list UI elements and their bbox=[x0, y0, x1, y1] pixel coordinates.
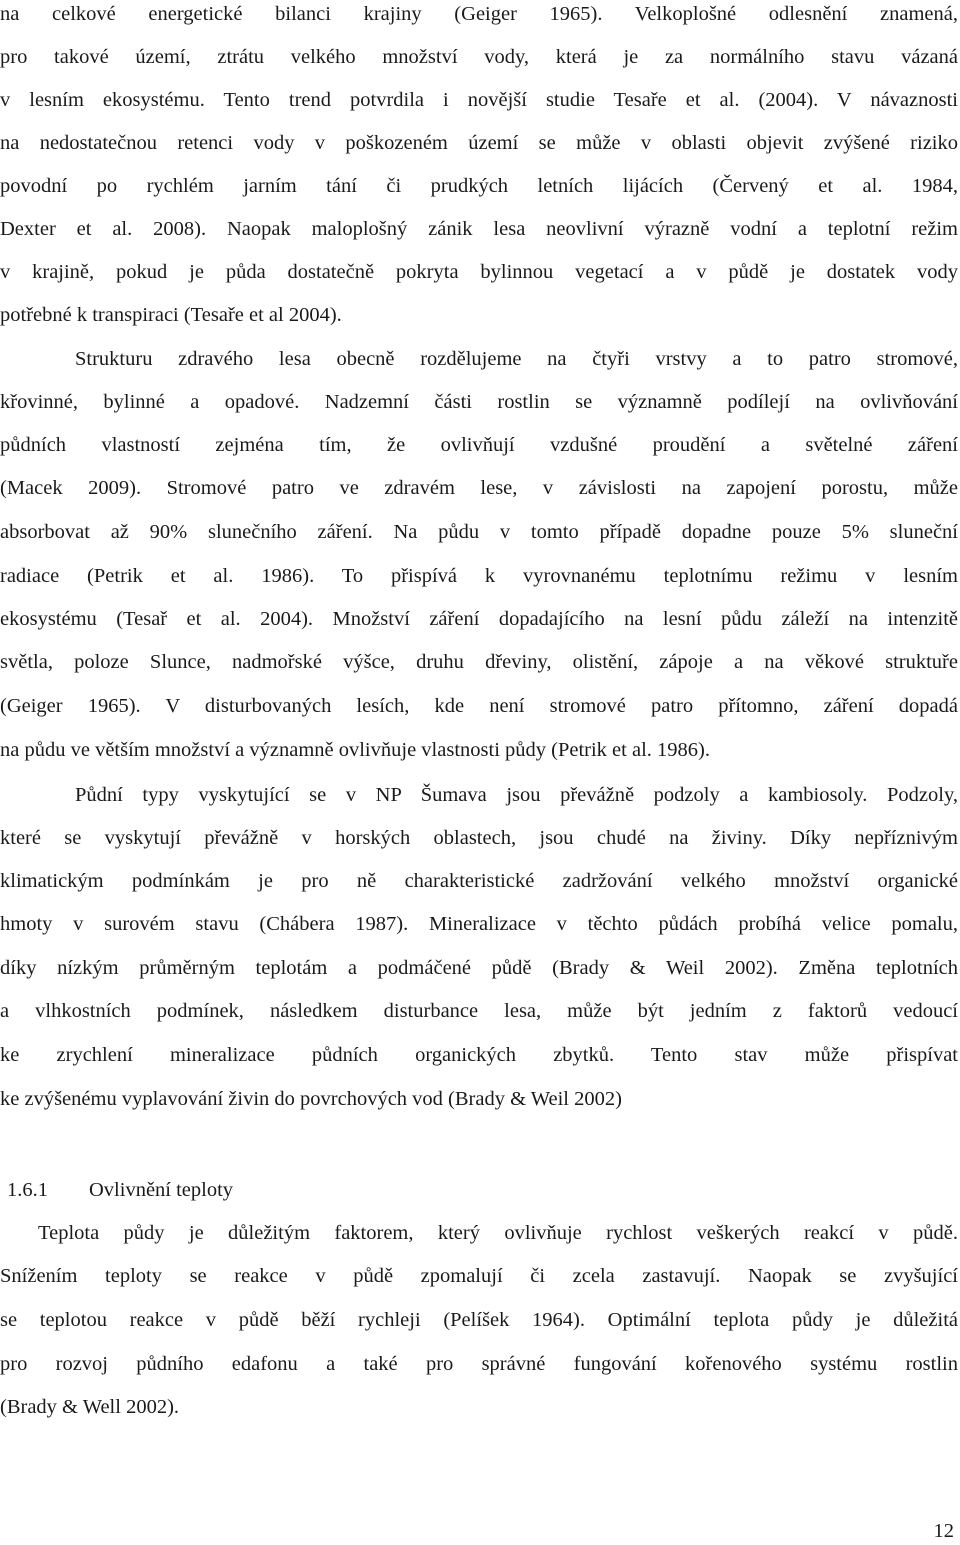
text-line: Strukturu zdravého lesa obecně rozdělujeme na čtyři vrstvy a to patro stromové, bbox=[75, 348, 958, 370]
text-line: které se vyskytují převážně v horských oblastech, jsou chudé na živiny. Díky nepříznivým bbox=[0, 827, 958, 849]
text-line: (Geiger 1965). V disturbovaných lesích, kde není stromové patro přítomno, záření dopadá bbox=[0, 695, 958, 717]
text-line: pro rozvoj půdního edafonu a také pro správné fungování kořenového systému rostlin bbox=[0, 1353, 958, 1375]
text-line: Půdní typy vyskytující se v NP Šumava jsou převážně podzoly a kambiosoly. Podzoly, bbox=[75, 784, 958, 806]
text-line: ke zrychlení mineralizace půdních organických zbytků. Tento stav může přispívat bbox=[0, 1044, 958, 1066]
text-line: klimatickým podmínkám je pro ně charakteristické zadržování velkého množství organické bbox=[0, 870, 958, 892]
text-line: Dexter et al. 2008). Naopak maloplošný zánik lesa neovlivní výrazně vodní a teplotní režim bbox=[0, 218, 958, 240]
page-number: 12 bbox=[933, 1520, 954, 1542]
text-line: povodní po rychlém jarním tání či prudkých letních lijácích (Červený et al. 1984, bbox=[0, 175, 958, 197]
text-line: ke zvýšenému vyplavování živin do povrchových vod (Brady & Weil 2002) bbox=[0, 1088, 622, 1110]
text-line: Teplota půdy je důležitým faktorem, který ovlivňuje rychlost veškerých reakcí v půdě. bbox=[38, 1222, 958, 1244]
text-line: radiace (Petrik et al. 1986). To přispívá k vyrovnanému teplotnímu režimu v lesním bbox=[0, 565, 958, 587]
text-line: a vlhkostních podmínek, následkem disturbance lesa, může být jedním z faktorů vedoucí bbox=[0, 1000, 958, 1022]
section-number: 1.6.1 bbox=[7, 1179, 48, 1201]
text-line: (Macek 2009). Stromové patro ve zdravém lese, v závislosti na zapojení porostu, může bbox=[0, 477, 958, 499]
text-line: Snížením teploty se reakce v půdě zpomalují či zcela zastavují. Naopak se zvyšující bbox=[0, 1265, 958, 1287]
text-line: absorbovat až 90% slunečního záření. Na půdu v tomto případě dopadne pouze 5% sluneční bbox=[0, 521, 958, 543]
text-line: hmoty v surovém stavu (Chábera 1987). Mineralizace v těchto půdách probíhá velice pomalu, bbox=[0, 913, 958, 935]
text-line: světla, poloze Slunce, nadmořské výšce, druhu dřeviny, olistění, zápoje a na věkové struktuře bbox=[0, 651, 958, 673]
text-line: v krajině, pokud je půda dostatečně pokryta bylinnou vegetací a v půdě je dostatek vody bbox=[0, 261, 958, 283]
text-line: na půdu ve větším množství a významně ovlivňuje vlastnosti půdy (Petrik et al. 1986). bbox=[0, 739, 710, 761]
text-line: ekosystému (Tesař et al. 2004). Množství záření dopadajícího na lesní půdu záleží na intenzitě bbox=[0, 608, 958, 630]
section-title: Ovlivnění teploty bbox=[89, 1179, 234, 1201]
text-line: (Brady & Well 2002). bbox=[0, 1396, 180, 1418]
text-line: půdních vlastností zejména tím, že ovlivňují vzdušné proudění a světelné záření bbox=[0, 434, 958, 456]
text-line: v lesním ekosystému. Tento trend potvrdila i novější studie Tesaře et al. (2004). V návaznosti bbox=[0, 89, 958, 111]
text-line: díky nízkým průměrným teplotám a podmáčené půdě (Brady & Weil 2002). Změna teplotních bbox=[0, 957, 958, 979]
section-heading bbox=[7, 1176, 233, 1204]
text-line: se teplotou reakce v půdě běží rychleji (Pelíšek 1964). Optimální teplota půdy je důležitá bbox=[0, 1309, 958, 1331]
text-line: křovinné, bylinné a opadové. Nadzemní části rostlin se významně podílejí na ovlivňování bbox=[0, 391, 958, 413]
text-line: na nedostatečnou retenci vody v poškozeném území se může v oblasti objevit zvýšené riziko bbox=[0, 132, 958, 154]
text-line: na celkové energetické bilanci krajiny (Geiger 1965). Velkoplošné odlesnění znamená, bbox=[0, 3, 958, 25]
text-line: potřebné k transpiraci (Tesaře et al 2004). bbox=[0, 304, 342, 326]
text-line: pro takové území, ztrátu velkého množství vody, která je za normálního stavu vázaná bbox=[0, 46, 958, 68]
